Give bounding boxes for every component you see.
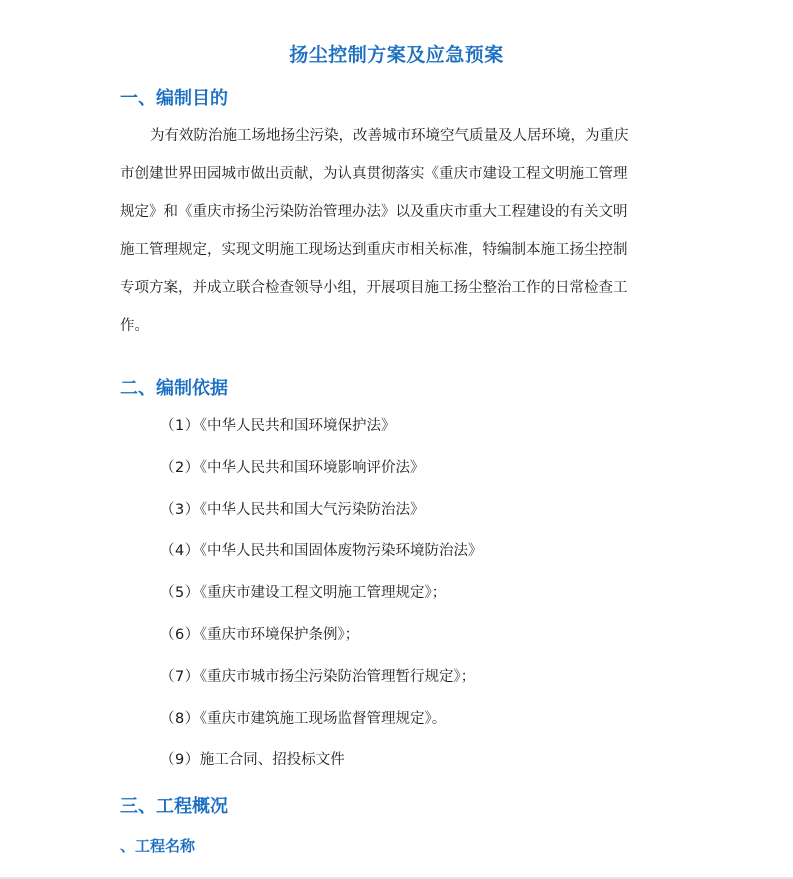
paragraph-line: 为有效防治施工场地扬尘污染，改善城市环境空气质量及人居环境，为重庆	[150, 128, 629, 144]
section-heading-purpose: 一、编制目的	[120, 88, 228, 109]
subsection-heading-project-name: 、工程名称	[120, 837, 196, 855]
list-item-text: 《重庆市建筑施工现场监督管理规定》。	[199, 710, 447, 727]
list-item-text: 《中华人民共和国环境保护法》	[199, 418, 396, 434]
list-item	[160, 740, 482, 782]
list-item-text: 《中华人民共和国大气污染防治法》	[199, 501, 425, 518]
list-item-text: 《重庆市建设工程文明施工管理规定》；	[199, 585, 447, 602]
list-item	[160, 448, 482, 490]
purpose-paragraph	[120, 117, 680, 345]
list-item-text: 施工合同、招投标文件	[199, 752, 345, 769]
basis-list	[160, 406, 482, 782]
list-item-number: （5）	[160, 585, 200, 602]
list-item-number: （7）	[160, 668, 200, 685]
paragraph-line: 专项方案，并成立联合检查领导小组，开展项目施工扬尘整治工作的日常检查工	[120, 280, 628, 296]
list-item	[160, 531, 482, 573]
list-item	[160, 657, 482, 699]
section-heading-overview: 三、工程概况	[120, 796, 228, 817]
list-item	[160, 699, 482, 741]
list-item-number: （4）	[160, 543, 200, 560]
list-item-number: （3）	[160, 501, 200, 518]
list-item-text: 《重庆市环境保护条例》；	[199, 626, 360, 643]
list-item	[160, 615, 482, 657]
list-item-number: （6）	[160, 626, 200, 643]
section-heading-basis: 二、编制依据	[120, 378, 228, 399]
list-item-text: 《中华人民共和国环境影响评价法》	[199, 459, 425, 476]
paragraph-line: 市创建世界田园城市做出贡献，为认真贯彻落实《重庆市建设工程文明施工管理	[120, 166, 628, 182]
list-item	[160, 490, 482, 532]
document-title: 扬尘控制方案及应急预案	[289, 44, 504, 66]
paragraph-line: 施工管理规定，实现文明施工现场达到重庆市相关标准，特编制本施工扬尘控制	[120, 242, 628, 258]
paragraph-line: 规定》和《重庆市扬尘污染防治管理办法》以及重庆市重大工程建设的有关文明	[120, 204, 628, 220]
list-item-text: 《重庆市城市扬尘污染防治管理暂行规定》；	[199, 668, 476, 685]
paragraph-line: 作。	[120, 318, 149, 334]
list-item-number: （2）	[160, 459, 200, 476]
list-item-text: 《中华人民共和国固体废物污染环境防治法》	[199, 543, 483, 560]
list-item-number: （1）	[160, 418, 200, 434]
list-item	[160, 573, 482, 615]
list-item-number: （8）	[160, 710, 200, 727]
list-item-number: （9）	[160, 752, 200, 769]
list-item	[160, 406, 482, 448]
